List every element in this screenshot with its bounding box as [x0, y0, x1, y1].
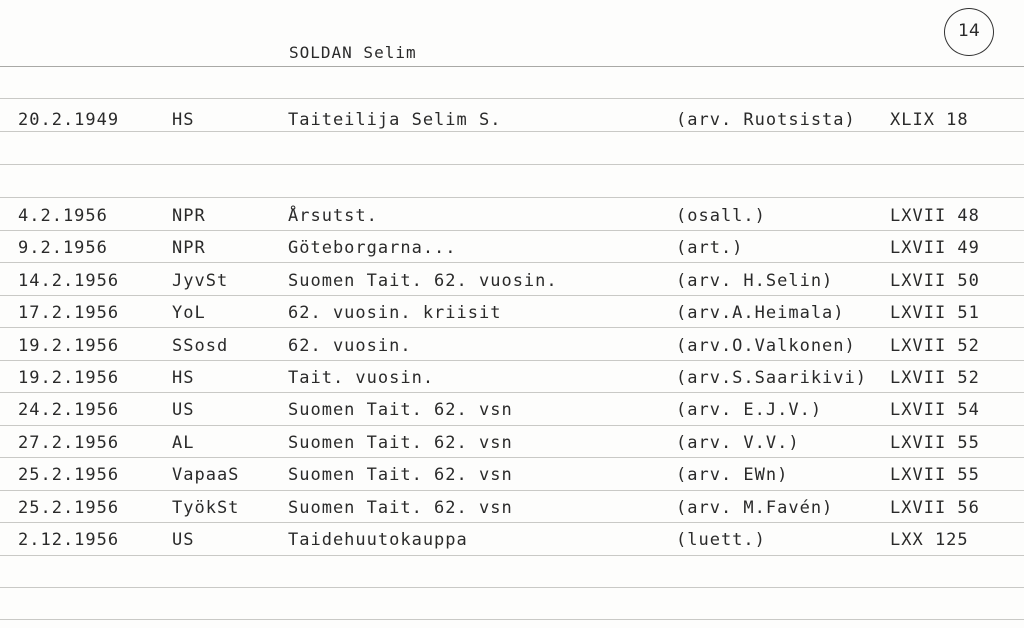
ruled-line: [0, 197, 1024, 198]
ruled-line: [0, 522, 1024, 523]
entry-note: (arv. H.Selin): [676, 271, 834, 291]
entry-paper: US: [172, 530, 195, 550]
entry-date: 4.2.1956: [18, 206, 108, 226]
entry-title: Suomen Tait. 62. vsn: [288, 498, 513, 518]
entry-date: 20.2.1949: [18, 110, 120, 130]
ruled-line: [0, 425, 1024, 426]
entry-row: [0, 110, 1024, 134]
ruled-line: [0, 392, 1024, 393]
entry-reference: LXVII 52: [890, 336, 980, 356]
entry-row: [0, 271, 1024, 295]
entry-note: (art.): [676, 238, 744, 258]
entry-title: Taidehuutokauppa: [288, 530, 468, 550]
entry-date: 19.2.1956: [18, 336, 120, 356]
entry-paper: AL: [172, 433, 195, 453]
ruled-line: [0, 490, 1024, 491]
entry-paper: SSosd: [172, 336, 229, 356]
entry-title: Suomen Tait. 62. vsn: [288, 465, 513, 485]
entry-note: (arv.O.Valkonen): [676, 336, 856, 356]
entry-reference: LXVII 49: [890, 238, 980, 258]
entry-paper: US: [172, 400, 195, 420]
entry-paper: NPR: [172, 206, 206, 226]
entry-row: [0, 433, 1024, 457]
entry-title: Suomen Tait. 62. vsn: [288, 400, 513, 420]
entry-date: 25.2.1956: [18, 465, 120, 485]
entry-row: [0, 238, 1024, 262]
entry-date: 24.2.1956: [18, 400, 120, 420]
entry-reference: LXVII 56: [890, 498, 980, 518]
entry-note: (arv. V.V.): [676, 433, 800, 453]
entry-date: 25.2.1956: [18, 498, 120, 518]
entry-title: Göteborgarna...: [288, 238, 457, 258]
entry-date: 14.2.1956: [18, 271, 120, 291]
card-name: SOLDAN Selim: [289, 43, 417, 62]
entry-title: Tait. vuosin.: [288, 368, 435, 388]
entry-reference: LXVII 50: [890, 271, 980, 291]
ruled-line: [0, 327, 1024, 328]
entry-note: (arv. Ruotsista): [676, 110, 856, 130]
entry-date: 27.2.1956: [18, 433, 120, 453]
ruled-line: [0, 230, 1024, 231]
entry-date: 2.12.1956: [18, 530, 120, 550]
entry-reference: XLIX 18: [890, 110, 969, 130]
entry-row: [0, 498, 1024, 522]
ruled-line: [0, 587, 1024, 588]
entry-paper: JyvSt: [172, 271, 229, 291]
entry-reference: LXVII 48: [890, 206, 980, 226]
entry-paper: NPR: [172, 238, 206, 258]
ruled-line: [0, 66, 1024, 67]
entry-row: [0, 400, 1024, 424]
ruled-line: [0, 457, 1024, 458]
entry-note: (osall.): [676, 206, 766, 226]
entry-row: [0, 368, 1024, 392]
entry-reference: LXVII 51: [890, 303, 980, 323]
entry-paper: HS: [172, 110, 195, 130]
ruled-line: [0, 295, 1024, 296]
entry-date: 17.2.1956: [18, 303, 120, 323]
entry-title: Årsutst.: [288, 206, 378, 226]
entry-note: (arv.S.Saarikivi): [676, 368, 867, 388]
ruled-line: [0, 262, 1024, 263]
entry-row: [0, 336, 1024, 360]
ruled-line: [0, 164, 1024, 165]
entry-reference: LXVII 55: [890, 465, 980, 485]
page-number-circle: [944, 8, 994, 56]
entry-title: Suomen Tait. 62. vuosin.: [288, 271, 558, 291]
entry-row: [0, 206, 1024, 230]
entry-row: [0, 303, 1024, 327]
entry-date: 9.2.1956: [18, 238, 108, 258]
entry-reference: LXVII 52: [890, 368, 980, 388]
entry-reference: LXVII 55: [890, 433, 980, 453]
entry-paper: YoL: [172, 303, 206, 323]
entry-note: (arv.A.Heimala): [676, 303, 845, 323]
page-number: 14: [958, 21, 980, 41]
entry-title: 62. vuosin. kriisit: [288, 303, 502, 323]
ruled-line: [0, 360, 1024, 361]
entry-note: (luett.): [676, 530, 766, 550]
entry-date: 19.2.1956: [18, 368, 120, 388]
entry-paper: VapaaS: [172, 465, 240, 485]
entry-note: (arv. E.J.V.): [676, 400, 823, 420]
entry-row: [0, 530, 1024, 554]
entry-title: 62. vuosin.: [288, 336, 412, 356]
entry-title: Taiteilija Selim S.: [288, 110, 502, 130]
entry-note: (arv. M.Favén): [676, 498, 834, 518]
entry-paper: TyökSt: [172, 498, 240, 518]
ruled-line: [0, 619, 1024, 620]
entry-reference: LXVII 54: [890, 400, 980, 420]
ruled-line: [0, 98, 1024, 99]
entry-note: (arv. EWn): [676, 465, 789, 485]
entry-paper: HS: [172, 368, 195, 388]
ruled-line: [0, 555, 1024, 556]
entry-title: Suomen Tait. 62. vsn: [288, 433, 513, 453]
entry-row: [0, 465, 1024, 489]
entry-reference: LXX 125: [890, 530, 969, 550]
